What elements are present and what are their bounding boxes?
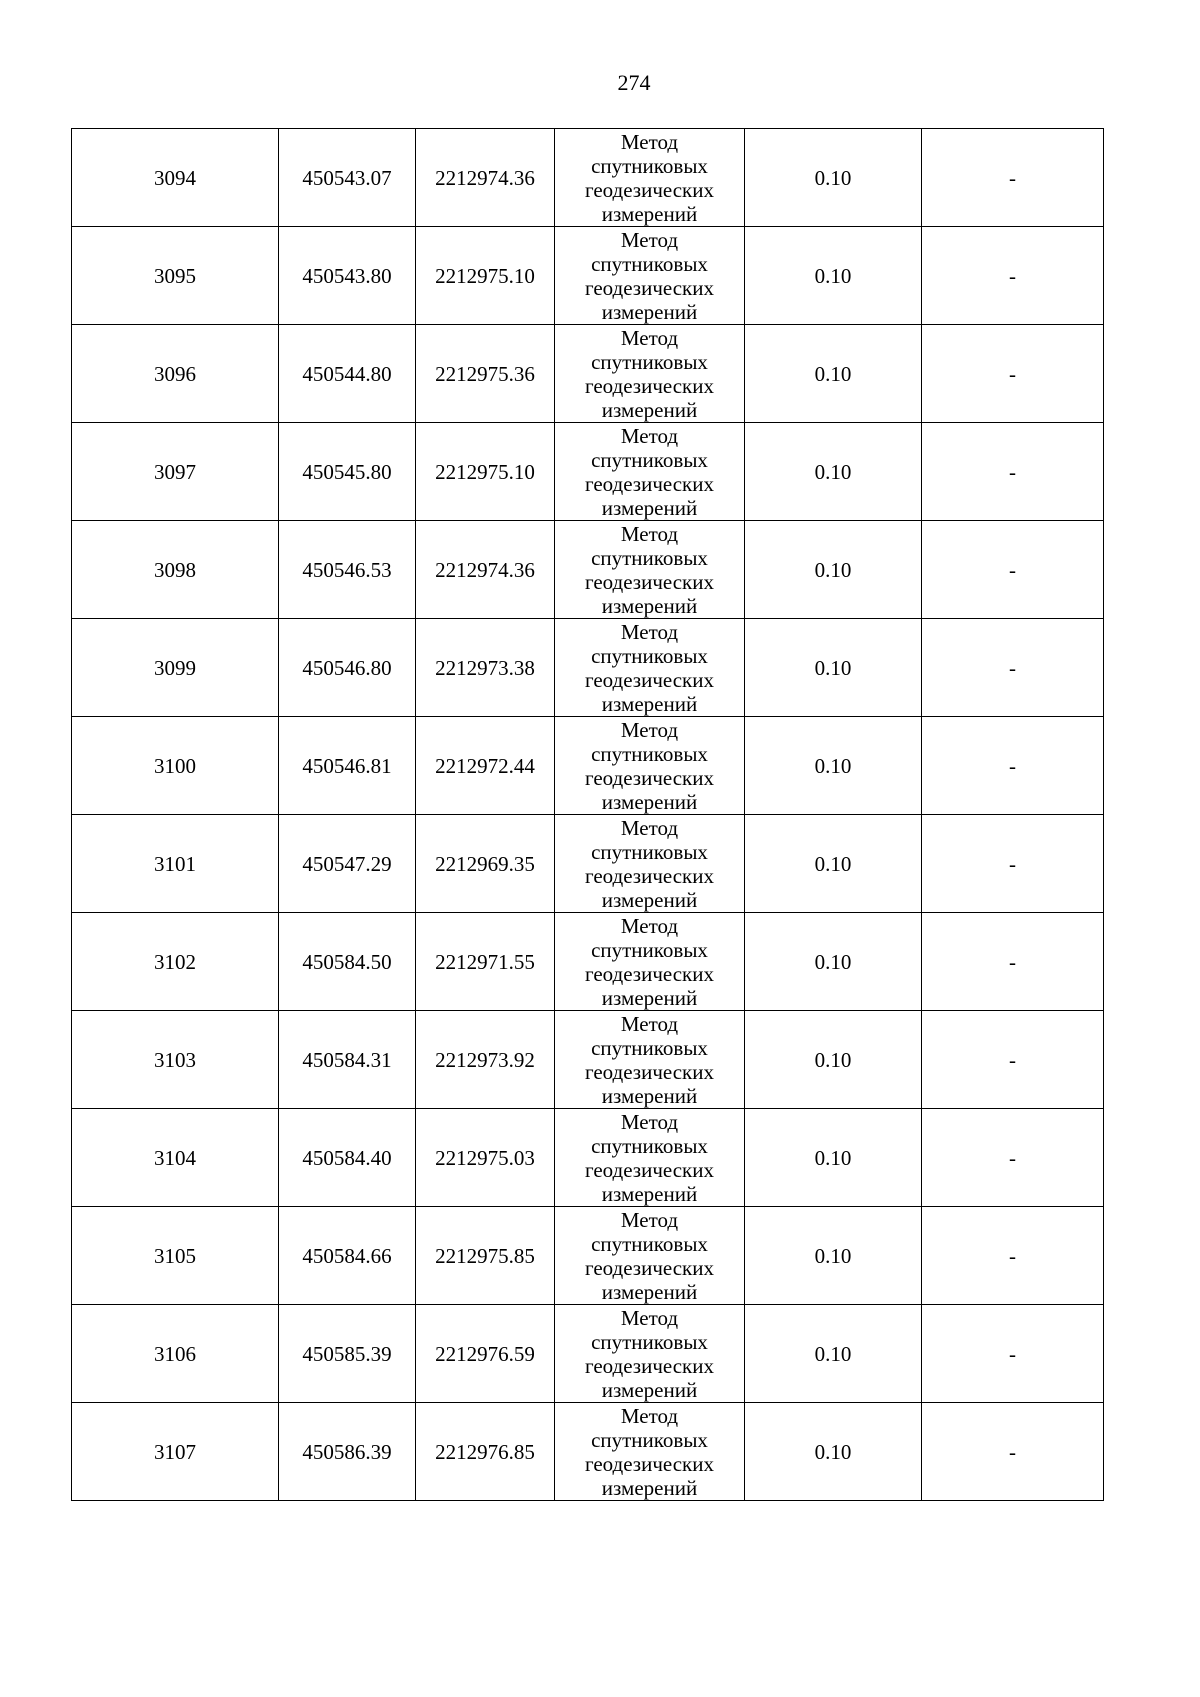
accuracy-cell: 0.10 bbox=[745, 1305, 922, 1403]
table-row bbox=[72, 129, 1104, 227]
page-number: 274 bbox=[617, 70, 651, 95]
note-cell: - bbox=[922, 619, 1104, 717]
method-text-line: Метод bbox=[620, 1109, 679, 1134]
table-row bbox=[72, 619, 1104, 717]
method-text-line: геодезических bbox=[584, 275, 714, 300]
y-coordinate-cell: 2212975.10 bbox=[416, 227, 555, 325]
method-text-line: измерений bbox=[601, 201, 698, 226]
y-coordinate-cell: 2212969.35 bbox=[416, 815, 555, 913]
x-coordinate-cell: 450543.07 bbox=[279, 129, 416, 227]
note-cell: - bbox=[922, 129, 1104, 227]
table-row bbox=[72, 521, 1104, 619]
note-cell: - bbox=[922, 1011, 1104, 1109]
accuracy-cell: 0.10 bbox=[745, 1109, 922, 1207]
y-coordinate-cell: 2212971.55 bbox=[416, 913, 555, 1011]
method-text-line: геодезических bbox=[584, 765, 714, 790]
y-coordinate-cell: 2212975.85 bbox=[416, 1207, 555, 1305]
table-row bbox=[72, 1207, 1104, 1305]
method-text-line: спутниковых bbox=[591, 545, 708, 570]
note-cell: - bbox=[922, 1403, 1104, 1501]
method-text-line: измерений bbox=[601, 1083, 698, 1108]
method-text-line: Метод bbox=[620, 1011, 679, 1036]
note-cell: - bbox=[922, 717, 1104, 815]
method-cell bbox=[555, 325, 745, 423]
method-text-line: геодезических bbox=[584, 1255, 714, 1280]
point-number-cell: 3104 bbox=[72, 1109, 279, 1207]
method-text-line: Метод bbox=[620, 325, 679, 350]
table-row bbox=[72, 717, 1104, 815]
note-cell: - bbox=[922, 521, 1104, 619]
method-text-line: спутниковых bbox=[591, 349, 708, 374]
point-number-cell: 3098 bbox=[72, 521, 279, 619]
x-coordinate-cell: 450584.31 bbox=[279, 1011, 416, 1109]
method-cell bbox=[555, 521, 745, 619]
note-cell: - bbox=[922, 325, 1104, 423]
method-text-line: геодезических bbox=[584, 863, 714, 888]
x-coordinate-cell: 450586.39 bbox=[279, 1403, 416, 1501]
y-coordinate-cell: 2212976.59 bbox=[416, 1305, 555, 1403]
x-coordinate-cell: 450545.80 bbox=[279, 423, 416, 521]
point-number-cell: 3096 bbox=[72, 325, 279, 423]
table-row bbox=[72, 1305, 1104, 1403]
method-text-line: спутниковых bbox=[591, 251, 708, 276]
method-cell bbox=[555, 913, 745, 1011]
method-cell bbox=[555, 423, 745, 521]
method-text-line: спутниковых bbox=[591, 1035, 708, 1060]
note-cell: - bbox=[922, 815, 1104, 913]
method-text-line: геодезических bbox=[584, 177, 714, 202]
method-text-line: геодезических bbox=[584, 1451, 714, 1476]
method-text-line: геодезических bbox=[584, 1353, 714, 1378]
point-number-cell: 3099 bbox=[72, 619, 279, 717]
coordinates-table bbox=[71, 128, 1104, 1501]
table-row bbox=[72, 815, 1104, 913]
method-text-line: спутниковых bbox=[591, 937, 708, 962]
method-cell bbox=[555, 619, 745, 717]
method-text-line: спутниковых bbox=[591, 839, 708, 864]
x-coordinate-cell: 450546.53 bbox=[279, 521, 416, 619]
method-text-line: геодезических bbox=[584, 667, 714, 692]
x-coordinate-cell: 450544.80 bbox=[279, 325, 416, 423]
table-row bbox=[72, 1403, 1104, 1501]
method-text-line: измерений bbox=[601, 887, 698, 912]
method-text-line: измерений bbox=[601, 789, 698, 814]
point-number-cell: 3106 bbox=[72, 1305, 279, 1403]
method-text-line: Метод bbox=[620, 913, 679, 938]
method-text-line: измерений bbox=[601, 593, 698, 618]
method-text-line: Метод bbox=[620, 1305, 679, 1330]
accuracy-cell: 0.10 bbox=[745, 619, 922, 717]
method-text-line: геодезических bbox=[584, 961, 714, 986]
accuracy-cell: 0.10 bbox=[745, 325, 922, 423]
y-coordinate-cell: 2212976.85 bbox=[416, 1403, 555, 1501]
method-text-line: спутниковых bbox=[591, 1231, 708, 1256]
method-text-line: геодезических bbox=[584, 471, 714, 496]
method-text-line: измерений bbox=[601, 495, 698, 520]
x-coordinate-cell: 450584.66 bbox=[279, 1207, 416, 1305]
x-coordinate-cell: 450546.80 bbox=[279, 619, 416, 717]
table-row bbox=[72, 1109, 1104, 1207]
method-text-line: измерений bbox=[601, 1181, 698, 1206]
point-number-cell: 3101 bbox=[72, 815, 279, 913]
accuracy-cell: 0.10 bbox=[745, 815, 922, 913]
method-cell bbox=[555, 1403, 745, 1501]
y-coordinate-cell: 2212975.36 bbox=[416, 325, 555, 423]
note-cell: - bbox=[922, 913, 1104, 1011]
method-cell bbox=[555, 717, 745, 815]
y-coordinate-cell: 2212973.92 bbox=[416, 1011, 555, 1109]
accuracy-cell: 0.10 bbox=[745, 521, 922, 619]
method-text-line: измерений bbox=[601, 691, 698, 716]
x-coordinate-cell: 450547.29 bbox=[279, 815, 416, 913]
method-text-line: измерений bbox=[601, 1475, 698, 1500]
method-text-line: спутниковых bbox=[591, 741, 708, 766]
accuracy-cell: 0.10 bbox=[745, 423, 922, 521]
note-cell: - bbox=[922, 1207, 1104, 1305]
point-number-cell: 3107 bbox=[72, 1403, 279, 1501]
method-text-line: измерений bbox=[601, 397, 698, 422]
point-number-cell: 3102 bbox=[72, 913, 279, 1011]
method-text-line: Метод bbox=[620, 129, 679, 154]
accuracy-cell: 0.10 bbox=[745, 717, 922, 815]
method-text-line: Метод bbox=[620, 521, 679, 546]
method-text-line: спутниковых bbox=[591, 1427, 708, 1452]
accuracy-cell: 0.10 bbox=[745, 1011, 922, 1109]
method-text-line: спутниковых bbox=[591, 643, 708, 668]
method-text-line: Метод bbox=[620, 1207, 679, 1232]
table-row bbox=[72, 227, 1104, 325]
table-row bbox=[72, 1011, 1104, 1109]
method-text-line: Метод bbox=[620, 227, 679, 252]
y-coordinate-cell: 2212975.10 bbox=[416, 423, 555, 521]
table-row bbox=[72, 325, 1104, 423]
method-text-line: спутниковых bbox=[591, 153, 708, 178]
accuracy-cell: 0.10 bbox=[745, 129, 922, 227]
table-row bbox=[72, 913, 1104, 1011]
y-coordinate-cell: 2212972.44 bbox=[416, 717, 555, 815]
method-text-line: спутниковых bbox=[591, 447, 708, 472]
table-body bbox=[72, 129, 1104, 1501]
table-row bbox=[72, 423, 1104, 521]
method-text-line: спутниковых bbox=[591, 1329, 708, 1354]
method-cell bbox=[555, 1011, 745, 1109]
y-coordinate-cell: 2212974.36 bbox=[416, 521, 555, 619]
x-coordinate-cell: 450546.81 bbox=[279, 717, 416, 815]
method-cell bbox=[555, 815, 745, 913]
method-text-line: Метод bbox=[620, 619, 679, 644]
note-cell: - bbox=[922, 1305, 1104, 1403]
point-number-cell: 3103 bbox=[72, 1011, 279, 1109]
x-coordinate-cell: 450543.80 bbox=[279, 227, 416, 325]
note-cell: - bbox=[922, 1109, 1104, 1207]
method-text-line: измерений bbox=[601, 1377, 698, 1402]
method-text-line: геодезических bbox=[584, 373, 714, 398]
y-coordinate-cell: 2212973.38 bbox=[416, 619, 555, 717]
method-text-line: Метод bbox=[620, 423, 679, 448]
point-number-cell: 3094 bbox=[72, 129, 279, 227]
accuracy-cell: 0.10 bbox=[745, 913, 922, 1011]
accuracy-cell: 0.10 bbox=[745, 1403, 922, 1501]
method-cell bbox=[555, 1207, 745, 1305]
x-coordinate-cell: 450584.40 bbox=[279, 1109, 416, 1207]
method-text-line: геодезических bbox=[584, 569, 714, 594]
y-coordinate-cell: 2212975.03 bbox=[416, 1109, 555, 1207]
accuracy-cell: 0.10 bbox=[745, 227, 922, 325]
method-text-line: измерений bbox=[601, 1279, 698, 1304]
method-text-line: спутниковых bbox=[591, 1133, 708, 1158]
point-number-cell: 3105 bbox=[72, 1207, 279, 1305]
method-cell bbox=[555, 129, 745, 227]
x-coordinate-cell: 450585.39 bbox=[279, 1305, 416, 1403]
note-cell: - bbox=[922, 423, 1104, 521]
point-number-cell: 3097 bbox=[72, 423, 279, 521]
method-text-line: измерений bbox=[601, 985, 698, 1010]
method-text-line: измерений bbox=[601, 299, 698, 324]
method-text-line: Метод bbox=[620, 717, 679, 742]
y-coordinate-cell: 2212974.36 bbox=[416, 129, 555, 227]
accuracy-cell: 0.10 bbox=[745, 1207, 922, 1305]
point-number-cell: 3100 bbox=[72, 717, 279, 815]
method-cell bbox=[555, 1305, 745, 1403]
method-text-line: геодезических bbox=[584, 1157, 714, 1182]
method-text-line: Метод bbox=[620, 815, 679, 840]
method-cell bbox=[555, 1109, 745, 1207]
method-text-line: Метод bbox=[620, 1403, 679, 1428]
point-number-cell: 3095 bbox=[72, 227, 279, 325]
note-cell: - bbox=[922, 227, 1104, 325]
method-cell bbox=[555, 227, 745, 325]
method-text-line: геодезических bbox=[584, 1059, 714, 1084]
x-coordinate-cell: 450584.50 bbox=[279, 913, 416, 1011]
